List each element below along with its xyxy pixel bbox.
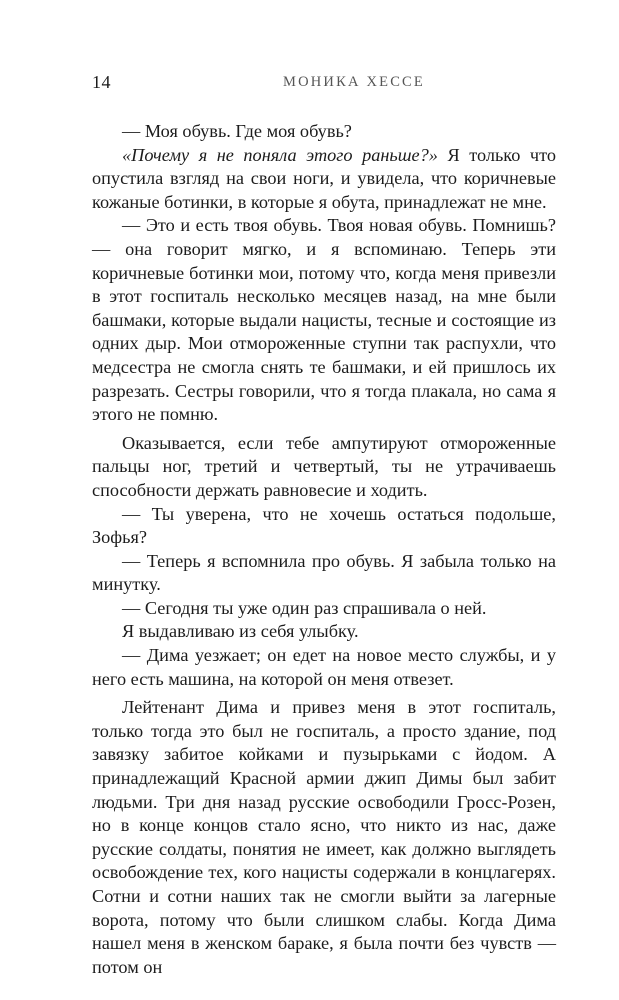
paragraph: Я выдавливаю из себя улыбку. xyxy=(122,621,359,642)
paragraph: Лейтенант Дима и привез меня в этот госпиталь, только тогда это был не госпиталь, а просто здание, под завязку забитое койками и пузырьками с йодом. А принадлежащий Красной армии джип Димы был забит людьми. Три дня назад русские освободили Гросс-Розен, но в конце концов стало ясно, что никто из нас, даже русские солдаты, понятия не имеет, как должно выглядеть освобождение тех, кого нацисты содержали в концлагерях. Сотни и сотни наших так не смогли выйти за лагерные ворота, потому что были слишком слабы. Когда Дима нашел меня в женском бараке, я была почти без чувств — потом он xyxy=(92,697,556,977)
running-title: МОНИКА ХЕССЕ xyxy=(282,74,425,90)
paragraph: — Это и есть твоя обувь. Твоя новая обувь. Помнишь? — она говорит мягко, и я вспоминаю. Теперь эти коричневые ботинки мои, потому что, когда меня привезли в этот госпиталь несколько месяцев назад, на мне были башмаки, которые выдали нацисты, тесные и состоящие из одних дыр. Мои отмороженные ступни так распухли, что медсестра не смогла снять те башмаки, и ей пришлось их разрезать. Сестры говорили, что я тогда плакала, но сама я этого не помню. xyxy=(92,215,556,425)
italic-thought: «Почему я не поняла этого раньше?» xyxy=(122,144,438,165)
page-number: 14 xyxy=(92,72,111,92)
paragraph: — Дима уезжает; он едет на новое место службы, и у него есть машина, на которой он меня отвезет. xyxy=(92,645,556,689)
paragraph: — Ты уверена, что не хочешь остаться подольше, Зофья? xyxy=(92,503,556,548)
paragraph: — Сегодня ты уже один раз спрашивала о ней. xyxy=(122,597,487,618)
paragraph: Оказывается, если тебе ампутируют отмороженные пальцы ног, третий и четвертый, ты не утрачиваешь способности держать равновесие и ходить. xyxy=(92,432,556,500)
body-text xyxy=(92,120,556,979)
paragraph: «Почему я не поняла этого раньше?» Я только что опустила взгляд на свои ноги, и увидела, что коричневые кожаные ботинки, в которые я обута, принадлежат не мне. xyxy=(92,144,556,212)
paragraph: — Моя обувь. Где моя обувь? xyxy=(122,121,352,141)
paragraph: — Теперь я вспомнила про обувь. Я забыла только на минутку. xyxy=(92,550,556,595)
running-head xyxy=(92,72,556,96)
